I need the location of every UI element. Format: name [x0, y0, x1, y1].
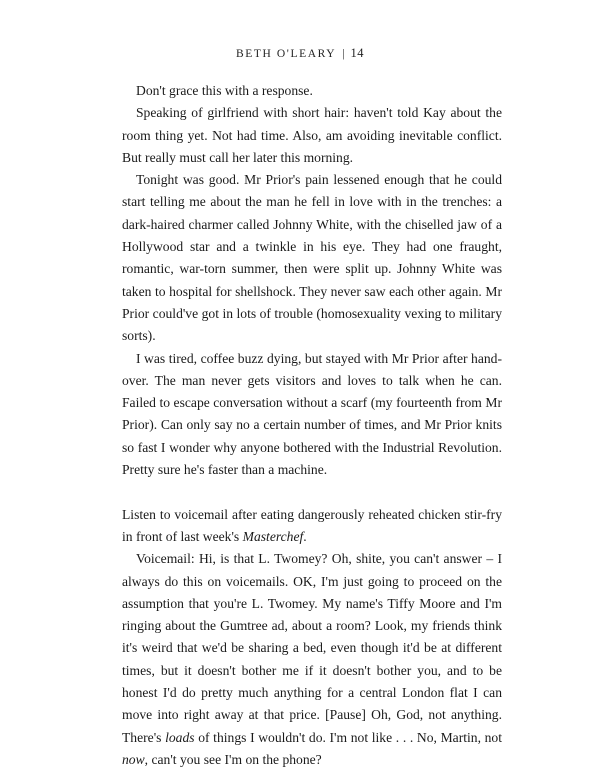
paragraph-tired: I was tired, coffee buzz dying, but stayed with Mr Prior after hand-over. The man never gets visitors and loves to talk when he can. Failed to escape conversation without a scarf (my fourteenth from Mr Prior). Can only say no a certain number of times, and Mr Prior knits so fast I wonder why anyone bothered with the Industrial Revolution. Pretty sure he's faster than a machine.	[122, 350, 502, 478]
emphasis-loads: loads	[165, 729, 195, 745]
paragraph-girlfriend: Speaking of girlfriend with short hair: haven't told Kay about the room thing yet. Not had time. Also, am avoiding inevitable conflict. But really must call her later this morning.	[122, 105, 502, 165]
paragraph-voicemail	[122, 548, 502, 771]
running-header	[0, 46, 600, 61]
text-segment: Listen to voicemail after eating dangerously reheated chicken stir-fry in front of last week's	[122, 506, 502, 544]
text-segment: , can't you see I'm on the phone?	[144, 751, 322, 767]
text-segment: .	[303, 528, 307, 544]
paragraph-listen-voicemail	[122, 504, 502, 549]
header-separator: |	[342, 48, 345, 60]
author-name: BETH O'LEARY	[236, 48, 337, 60]
paragraph-response: Don't grace this with a response.	[136, 83, 313, 98]
body-text	[122, 80, 502, 771]
emphasis-now: now	[122, 751, 145, 767]
paragraph-tonight: Tonight was good. Mr Prior's pain lessened enough that he could start telling me about the man he fell in love with in the trenches: a dark-haired charmer called Johnny White, with the chiselled jaw of a Hollywood star and a twinkle in his eye. They had one fraught, romantic, war-torn summer, then were split up. Johnny White was taken to hospital for shellshock. They never saw each other again. Mr Prior could've got in lots of trouble (homosexuality vexing to military sorts).	[122, 172, 502, 344]
text-segment: Voicemail: Hi, is that L. Twomey? Oh, shite, you can't answer – I always do this on voicemails. OK, I'm just going to proceed on the assumption that you're L. Twomey. My name's Tiffy Moore and I'm ringing about the Gumtree ad, about a room? Look, my friends think it's weird that we'd be sharing a bed, even though it'd be at different times, but it doesn't bother me if it doesn't bother you, and to be honest I'd do pretty much anything for a central London flat I can move into right away at that price. [Pause] Oh, God, not anything. There's	[122, 551, 502, 745]
text-segment: of things I wouldn't do. I'm not like . . . No, Martin, not	[194, 729, 502, 745]
page-number: 14	[350, 46, 364, 60]
show-title: Masterchef	[242, 528, 304, 544]
